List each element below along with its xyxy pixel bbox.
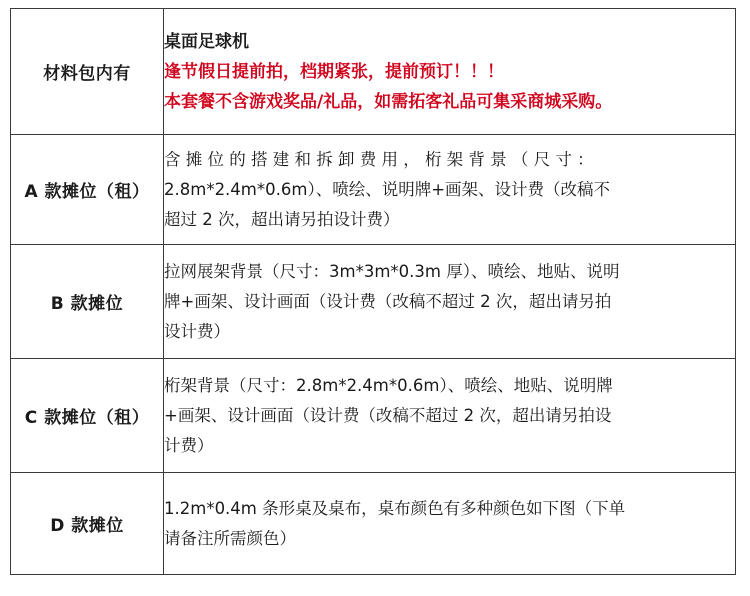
booth-b-line-1: 拉网展架背景（尺寸：3m*3m*0.3m 厚）、喷绘、地贴、说明 xyxy=(164,261,620,281)
table-row-booth-c xyxy=(11,359,736,473)
table-row-booth-d xyxy=(11,473,736,575)
booth-c-line-1: 桁架背景（尺寸：2.8m*2.4m*0.6m）、喷绘、地贴、说明牌 xyxy=(164,375,613,395)
booth-b-line-2: 牌+画架、设计画面（设计费（改稿不超过 2 次，超出请另拍 xyxy=(164,291,612,311)
table-row-booth-a xyxy=(11,135,736,245)
package-contents-table xyxy=(10,8,736,575)
booth-c-line-3: 计费） xyxy=(164,435,214,455)
row-label-materials: 材料包内有 xyxy=(11,9,164,135)
product-title: 桌面足球机 xyxy=(164,31,249,52)
booth-d-line-2: 请备注所需颜色） xyxy=(164,528,296,548)
prize-notice-text: 本套餐不含游戏奖品/礼品，如需拓客礼品可集采商城采购。 xyxy=(164,91,613,112)
row-content-booth-b xyxy=(164,245,736,359)
booking-alert-text: 逢节假日提前拍，档期紧张，提前预订！！！ xyxy=(164,61,504,82)
package-table-frame xyxy=(10,8,736,588)
row-content-booth-a xyxy=(164,135,736,245)
row-content-booth-c xyxy=(164,359,736,473)
booth-c-line-2: +画架、设计画面（设计费（改稿不超过 2 次，超出请另拍设 xyxy=(164,405,612,425)
booth-a-line-1: 含 摊 位 的 搭 建 和 拆 卸 费 用 ， 桁 架 背 景 （ 尺 寸 ： xyxy=(164,149,594,169)
row-label-booth-d: D 款摊位 xyxy=(11,473,164,575)
row-label-booth-a: A 款摊位（租） xyxy=(11,135,164,245)
booth-a-line-2: 2.8m*2.4m*0.6m）、喷绘、说明牌+画架、设计费（改稿不 xyxy=(164,179,611,199)
row-label-booth-c: C 款摊位（租） xyxy=(11,359,164,473)
booth-a-line-3: 超过 2 次，超出请另拍设计费） xyxy=(164,209,400,229)
booth-b-line-3: 设计费） xyxy=(164,321,230,341)
booth-d-line-1: 1.2m*0.4m 条形桌及桌布，桌布颜色有多种颜色如下图（下单 xyxy=(164,498,626,518)
row-content-booth-d xyxy=(164,473,736,575)
table-row-materials xyxy=(11,9,736,135)
row-label-booth-b: B 款摊位 xyxy=(11,245,164,359)
row-content-materials xyxy=(164,9,736,135)
table-row-booth-b xyxy=(11,245,736,359)
